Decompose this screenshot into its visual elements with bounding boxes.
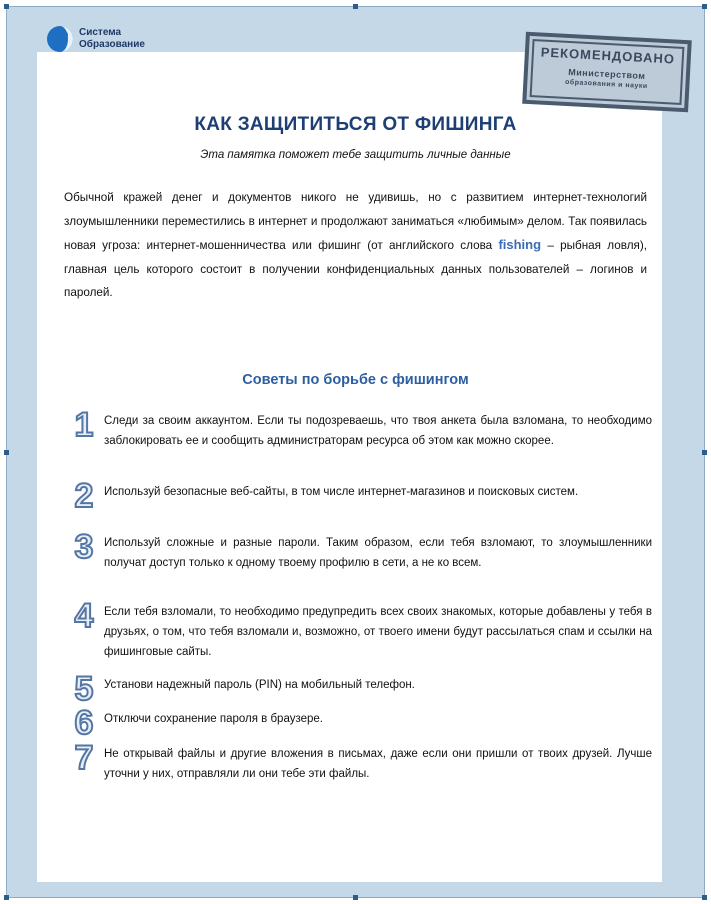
logo-line-1: Система [79, 27, 122, 38]
intro-text-after: – рыбная ловля), главная цель которого состоит в получении конфиденциальных данных пользователей – логинов и паролей. [64, 239, 647, 299]
tip-number: 5 [74, 670, 94, 708]
tip-text: Отключи сохранение пароля в браузере. [104, 713, 323, 725]
resize-handle-bottom-right[interactable] [702, 895, 707, 900]
tip-number: 7 [74, 739, 94, 777]
logo [45, 22, 165, 62]
tip-text: Установи надежный пароль (PIN) на мобильный телефон. [104, 679, 415, 691]
recommended-stamp [522, 32, 692, 113]
tip-number: 6 [74, 704, 94, 742]
stamp-line-3: образования и науки [564, 78, 648, 91]
resize-handle-top-left[interactable] [4, 4, 9, 9]
tip-number: 4 [74, 597, 94, 635]
intro-highlight-word: fishing [498, 237, 542, 252]
page-subtitle: Эта памятка поможет тебе защитить личные данные [200, 149, 511, 161]
tip-number: 1 [74, 406, 94, 444]
tip-text: Используй сложные и разные пароли. Таким образом, если тебя взломают, то злоумышленники получат доступ только к одному твоему профилю в сети, а не ко всем. [104, 537, 652, 569]
page-title: КАК ЗАЩИТИТЬСЯ ОТ ФИШИНГА [194, 114, 517, 135]
resize-handle-bottom-center[interactable] [353, 895, 358, 900]
resize-handle-top-center[interactable] [353, 4, 358, 9]
tips-heading: Советы по борьбе с фишингом [242, 372, 469, 388]
resize-handle-top-right[interactable] [702, 4, 707, 9]
tip-text: Если тебя взломали, то необходимо предупредить всех своих знакомых, которые добавлены у тебя в друзьях, о том, что тебя взломали и, возможно, от твоего имени будут рассылаться спам и ссылки на фишинговые сайты. [104, 606, 652, 658]
tip-number: 3 [74, 528, 94, 566]
tip-text: Используй безопасные веб-сайты, в том числе интернет-магазинов и поисковых систем. [104, 486, 579, 498]
logo-line-2: Образование [79, 39, 145, 50]
intro-paragraph [64, 186, 647, 305]
globe-logo-icon [45, 24, 75, 54]
tip-number: 2 [74, 477, 94, 515]
resize-handle-middle-right[interactable] [702, 450, 707, 455]
tip-text: Следи за своим аккаунтом. Если ты подозреваешь, что твоя анкета была взломана, то необходимо заблокировать ее и сообщить администраторам ресурса об этом как можно скорее. [104, 415, 652, 447]
tip-text: Не открывай файлы и другие вложения в письмах, даже если они пришли от твоих друзей. Лучше уточни у них, отправляли ли они тебе эти файлы. [104, 748, 652, 780]
resize-handle-middle-left[interactable] [4, 450, 9, 455]
stamp-line-2: Министерством [568, 66, 646, 82]
resize-handle-bottom-left[interactable] [4, 895, 9, 900]
intro-text-before: Обычной кражей денег и документов никого не удивишь, но с развитием интернет-технологий злоумышленники переместились в интернет и продолжают заниматься «любимым» делом. Так появилась новая угроза: интернет-мошенничества или фишинг (от английского слова [64, 191, 647, 252]
stamp-line-1: РЕКОМЕНДОВАНО [540, 44, 676, 67]
